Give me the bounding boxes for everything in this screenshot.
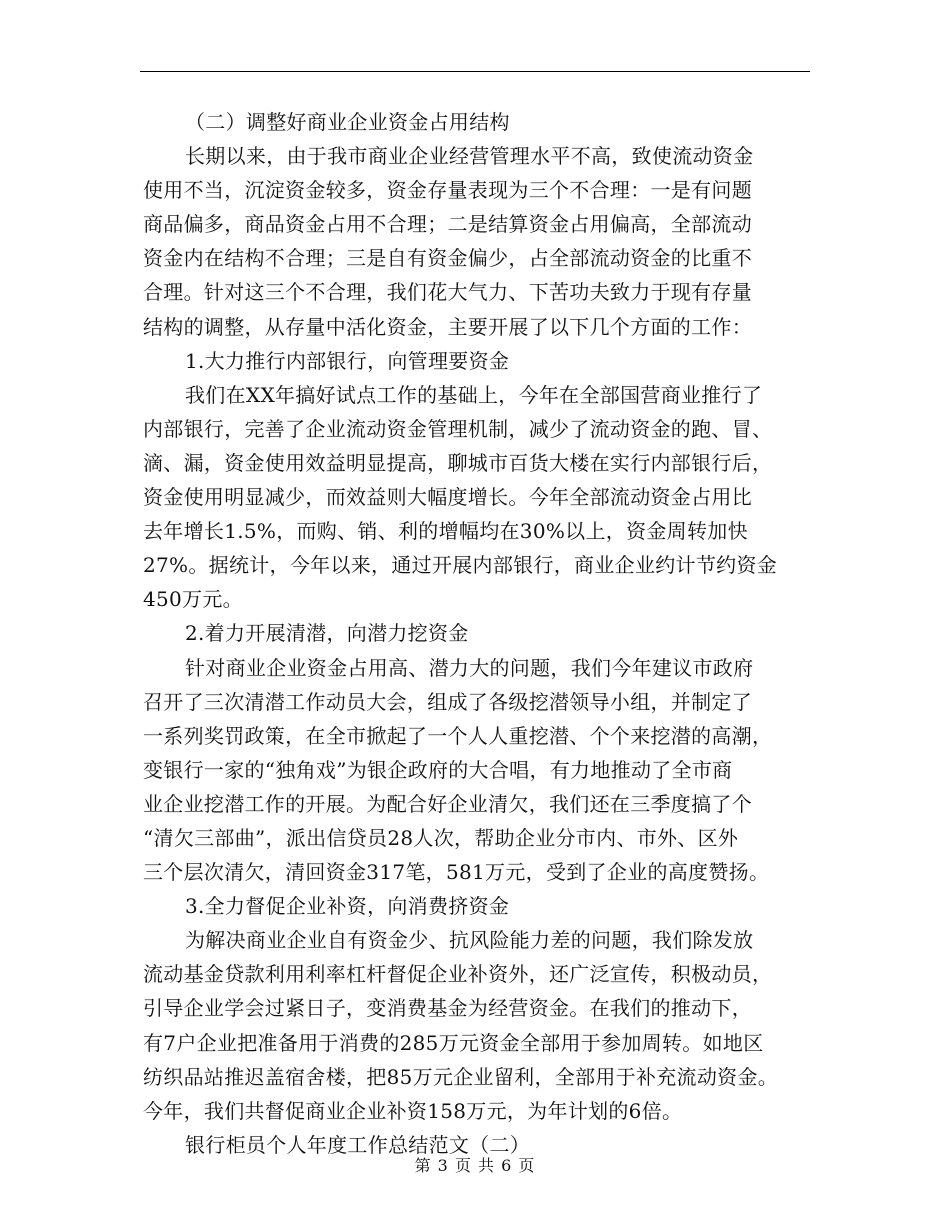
text-line: 引导企业学会过紧日子，变消费基金为经营资金。在我们的推动下， — [143, 996, 752, 1021]
text-line: 针对商业企业资金占用高、潜力大的问题，我们今年建议市政府 — [185, 655, 754, 680]
text-line: 结构的调整，从存量中活化资金，主要开展了以下几个方面的工作： — [143, 314, 752, 339]
text-line: 银行柜员个人年度工作总结范文（二） — [185, 1132, 531, 1157]
text-line: 内部银行，完善了企业流动资金管理机制，减少了流动资金的跑、冒、 — [143, 416, 773, 441]
header-rule — [140, 71, 810, 72]
text-line: 流动基金贷款利用利率杠杆督促企业补资外，还广泛宣传，积极动员， — [143, 962, 773, 987]
page-number-footer: 第 3 页 共 6 页 — [414, 1156, 536, 1175]
text-line: 合理。针对这三个不合理，我们花大气力、下苦功夫致力于现有存量 — [143, 280, 752, 305]
text-line: 有7户企业把准备用于消费的285万元资金全部用于参加周转。如地区 — [143, 1030, 764, 1055]
text-line: 1.大力推行内部银行，向管理要资金 — [185, 348, 510, 373]
text-line: 业企业挖潜工作的开展。为配合好企业清欠，我们还在三季度搞了个 — [143, 791, 752, 816]
text-line: “清欠三部曲”，派出信贷员28人次，帮助企业分市内、市外、区外 — [143, 825, 739, 850]
text-line: 商品偏多，商品资金占用不合理；二是结算资金占用偏高，全部流动 — [143, 212, 752, 237]
text-line: 长期以来，由于我市商业企业经营管理水平不高，致使流动资金 — [185, 144, 754, 169]
text-line: 资金使用明显减少，而效益则大幅度增长。今年全部流动资金占用比 — [143, 485, 752, 510]
text-line: 滴、漏，资金使用效益明显提高，聊城市百货大楼在实行内部银行后， — [143, 450, 773, 475]
text-line: 三个层次清欠，清回资金317笔，581万元，受到了企业的高度赞扬。 — [143, 860, 770, 885]
document-body — [143, 105, 823, 1162]
text-line: 纺织品站推迟盖宿舍楼，把85万元企业留利，全部用于补充流动资金。 — [143, 1064, 779, 1089]
text-line: 我们在XX年搞好试点工作的基础上，今年在全部国营商业推行了 — [185, 382, 763, 407]
text-line: 使用不当，沉淀资金较多，资金存量表现为三个不合理：一是有问题 — [143, 178, 752, 203]
text-line: 召开了三次清潜工作动员大会，组成了各级挖潜领导小组，并制定了 — [143, 689, 752, 714]
text-line: 为解决商业企业自有资金少、抗风险能力差的问题，我们除发放 — [185, 928, 754, 953]
text-line: 450万元。 — [143, 587, 243, 612]
text-line: 今年，我们共督促商业企业补资158万元，为年计划的6倍。 — [143, 1098, 683, 1123]
text-line: 27%。据统计，今年以来，通过开展内部银行，商业企业约计节约资金 — [143, 553, 778, 578]
text-line: （二）调整好商业企业资金占用结构 — [185, 110, 510, 134]
text-line: 资金内在结构不合理；三是自有资金偏少，占全部流动资金的比重不 — [143, 246, 752, 271]
text-line: 一系列奖罚政策，在全市掀起了一个人人重挖潜、个个来挖潜的高潮， — [143, 723, 773, 748]
text-line: 3.全力督促企业补资，向消费挤资金 — [185, 894, 510, 919]
text-line: 2.着力开展清潜，向潜力挖资金 — [185, 621, 469, 646]
text-line: 变银行一家的“独角戏”为银企政府的大合唱，有力地推动了全市商 — [143, 757, 733, 782]
text-line: 去年增长1.5%，而购、销、利的增幅均在30%以上，资金周转加快 — [143, 519, 748, 544]
